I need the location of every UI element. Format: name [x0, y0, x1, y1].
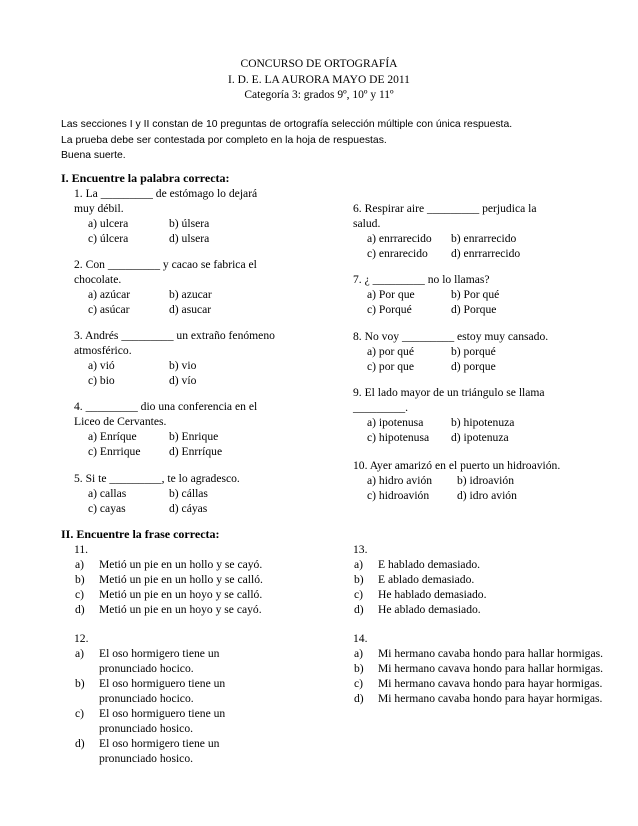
option-letter: b) — [75, 677, 85, 690]
question-number: 13. — [353, 543, 368, 556]
question-14 — [340, 631, 622, 706]
option-letter: c) — [75, 707, 85, 720]
question-stem: chocolate. — [74, 273, 122, 286]
header-title: CONCURSO DE ORTOGRAFÍA — [240, 58, 398, 70]
option-text: Metió un pie en un hollo y se calló. — [99, 573, 263, 586]
instructions-line: Las secciones I y II constan de 10 preguntas de ortografía selección múltiple con única respuesta. — [61, 119, 513, 130]
option-c: c) enrarecido — [367, 247, 428, 260]
option-text: El oso hormigero tiene un pronunciado hocico. — [99, 647, 220, 675]
question-stem: 2. Con _________ y cacao se fabrica el — [74, 258, 257, 271]
option-d: d) ipotenuza — [451, 431, 509, 444]
header-school: I. D. E. LA AURORA MAYO DE 2011 — [228, 73, 410, 86]
option-letter: a) — [354, 558, 364, 571]
option-text: El oso hormigero tiene un pronunciado hosico. — [99, 737, 220, 765]
question-stem: 3. Andrés _________ un extraño fenómeno — [74, 329, 275, 342]
option-a: a) Por que — [367, 288, 415, 301]
option-text: El oso hormiguero tiene un pronunciado hocico. — [99, 677, 226, 705]
question-number: 14. — [353, 632, 368, 645]
option-b: b) vio — [169, 359, 197, 372]
question-stem: 6. Respirar aire _________ perjudica la — [353, 202, 537, 215]
question-9 — [340, 385, 630, 445]
question-3 — [61, 328, 331, 388]
option-b: b) Por qué — [451, 288, 500, 301]
option-letter: a) — [75, 558, 85, 571]
question-11 — [61, 542, 336, 617]
question-1 — [61, 186, 331, 246]
option-c: c) úlcera — [88, 232, 129, 245]
option-b: b) Enrique — [169, 430, 219, 443]
question-stem: salud. — [353, 217, 381, 230]
question-10 — [340, 458, 630, 503]
option-letter: a) — [75, 647, 85, 660]
option-c: c) por que — [367, 360, 414, 373]
option-b: b) azucar — [169, 288, 212, 301]
option-c: c) asúcar — [88, 303, 130, 316]
option-c: c) bio — [88, 374, 115, 387]
option-text: Mi hermano cavaba hondo para hallar hormigas. — [378, 647, 604, 660]
option-text: E ablado demasiado. — [378, 573, 475, 586]
option-d: d) idro avión — [457, 489, 517, 502]
option-text: Mi hermano cavaba hondo para hayar hormigas. — [378, 692, 603, 705]
question-7 — [340, 272, 630, 317]
option-a: a) callas — [88, 487, 127, 500]
question-stem: 5. Si te _________, te lo agradesco. — [74, 472, 240, 485]
option-b: b) cállas — [169, 487, 208, 500]
exam-header — [0, 57, 638, 104]
question-stem: 4. _________ dio una conferencia en el — [74, 400, 258, 413]
option-text: Mi hermano cavava hondo para hayar hormigas. — [378, 677, 603, 690]
instructions — [61, 117, 631, 164]
option-letter: c) — [75, 588, 85, 601]
option-b: b) porqué — [451, 345, 496, 358]
option-letter: c) — [354, 588, 364, 601]
option-d: d) ulsera — [169, 232, 210, 245]
option-b: b) idroavión — [457, 474, 514, 487]
question-4 — [61, 399, 331, 459]
question-stem: 7. ¿ _________ no lo llamas? — [353, 273, 490, 286]
question-stem: 9. El lado mayor de un triángulo se llama — [353, 386, 545, 399]
option-c: c) cayas — [88, 502, 126, 515]
question-stem: _________. — [353, 401, 409, 414]
option-letter: d) — [75, 603, 85, 616]
question-6 — [340, 201, 630, 261]
option-c: c) hipotenusa — [367, 431, 430, 444]
option-c: c) Enrrique — [88, 445, 141, 458]
option-letter: b) — [354, 662, 364, 675]
option-a: a) enrrarecido — [367, 232, 432, 245]
option-text: El oso hormiguero tiene un pronunciado hosico. — [99, 707, 226, 735]
option-b: b) úlsera — [169, 217, 210, 230]
question-5 — [61, 471, 331, 516]
option-letter: b) — [354, 573, 364, 586]
option-d: d) cáyas — [169, 502, 208, 515]
option-text: E hablado demasiado. — [378, 558, 481, 571]
option-text: He ablado demasiado. — [378, 603, 481, 616]
option-c: c) Porqué — [367, 303, 412, 316]
option-b: b) hipotenuza — [451, 416, 515, 429]
option-a: a) azúcar — [88, 288, 131, 301]
option-text: Metió un pie en un hoyo y se calló. — [99, 588, 263, 601]
option-a: a) por qué — [367, 345, 414, 358]
option-text: Mi hermano cavava hondo para hallar hormigas. — [378, 662, 604, 675]
option-letter: d) — [75, 737, 85, 750]
question-stem: atmosférico. — [74, 344, 132, 357]
instructions-line: La prueba debe ser contestada por completo en la hoja de respuestas. — [61, 134, 387, 146]
option-letter: d) — [354, 603, 364, 616]
option-letter: a) — [354, 647, 364, 660]
option-text: He hablado demasiado. — [378, 588, 487, 601]
option-a: a) vió — [88, 359, 115, 372]
option-letter: b) — [75, 573, 85, 586]
option-text: Metió un pie en un hoyo y se cayó. — [99, 603, 262, 616]
instructions-line: Buena suerte. — [61, 150, 126, 161]
option-a: a) ulcera — [88, 217, 129, 230]
option-d: d) Enrríque — [169, 445, 223, 458]
question-stem: 10. Ayer amarizó en el puerto un hidroavión. — [353, 459, 561, 472]
question-stem: muy débil. — [74, 202, 124, 215]
option-d: d) porque — [451, 360, 496, 373]
option-d: d) asucar — [169, 303, 212, 316]
question-2 — [61, 257, 331, 317]
option-d: d) vío — [169, 374, 197, 387]
question-number: 12. — [74, 632, 89, 645]
section-2-title: II. Encuentre la frase correcta: — [61, 527, 220, 541]
question-stem: 8. No voy _________ estoy muy cansado. — [353, 330, 549, 343]
option-a: a) ipotenusa — [367, 416, 424, 429]
option-d: d) Porque — [451, 303, 497, 316]
option-b: b) enrarrecido — [451, 232, 517, 245]
option-d: d) enrrarrecido — [451, 247, 521, 260]
section-1-title: I. Encuentre la palabra correcta: — [61, 171, 230, 185]
option-letter: d) — [354, 692, 364, 705]
header-category: Categoría 3: grados 9º, 10º y 11º — [244, 89, 394, 101]
option-text: Metió un pie en un hollo y se cayó. — [99, 558, 263, 571]
option-a: a) hidro avión — [367, 474, 433, 487]
option-letter: c) — [354, 677, 364, 690]
question-stem: 1. La _________ de estómago lo dejará — [74, 187, 258, 200]
question-stem: Liceo de Cervantes. — [74, 415, 167, 428]
option-c: c) hidroavión — [367, 489, 430, 502]
question-8 — [340, 329, 630, 374]
option-a: a) Enríque — [88, 430, 137, 443]
question-12 — [61, 631, 276, 766]
question-13 — [340, 542, 620, 617]
question-number: 11. — [74, 543, 89, 556]
